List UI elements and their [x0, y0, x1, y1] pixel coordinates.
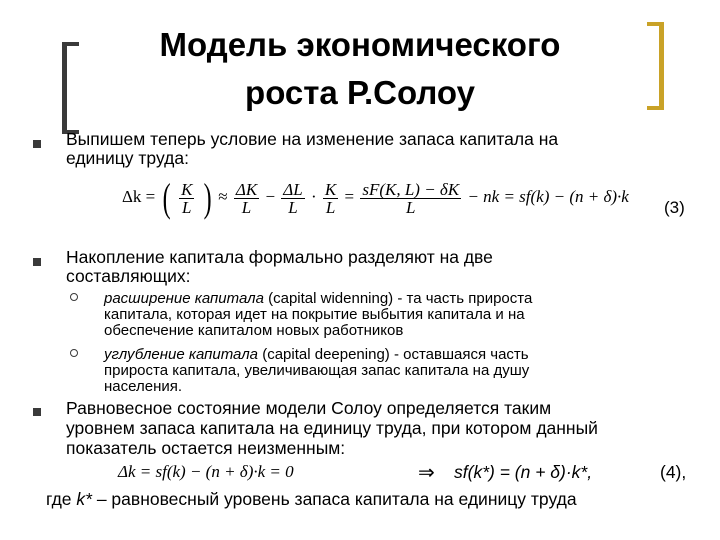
sub-bullet-marker — [70, 349, 78, 357]
eq3-eq: = — [344, 186, 355, 206]
eq3-frac-dl — [281, 181, 304, 216]
equation-4-lhs: Δk = sf(k) − (n + δ)·k = 0 — [118, 462, 294, 481]
subitem2-line2: прироста капитала, увеличивающая запас капитала на душу — [104, 362, 530, 379]
bullet3-text-line1: Равновесное состояние модели Солоу определяется таким — [66, 398, 552, 418]
bullet2-text-line1: Накопление капитала формально разделяют на две — [66, 247, 493, 267]
footer-prefix: где — [46, 489, 77, 509]
subitem2-line3: населения. — [104, 378, 183, 395]
eq3-frac-dl-num: ΔL — [283, 179, 303, 199]
page-title-line1: Модель экономического — [159, 26, 561, 63]
eq3-frac-sf-den: L — [406, 197, 416, 217]
equation-3-number: (3) — [664, 198, 685, 217]
eq3-frac-dk — [234, 181, 259, 216]
eq3-frac-sf — [360, 181, 461, 216]
eq3-frac-dl-den: L — [288, 197, 298, 217]
footer-note — [46, 490, 577, 509]
footer-rest: – равновесный уровень запаса капитала на единицу труда — [91, 489, 577, 509]
equation-3 — [122, 175, 629, 220]
bullet-marker — [33, 258, 41, 266]
eq3-frac-kl — [323, 181, 338, 216]
subitem1-line3: обеспечение капиталом новых работников — [104, 322, 404, 339]
eq3-minus: − — [265, 186, 276, 206]
page-title-line2: роста Р.Солоу — [245, 74, 475, 111]
subitem1-line2: капитала, которая идет на покрытие выбытия капитала и на — [104, 306, 525, 323]
eq3-frac-sf-num: sF(K, L) − δK — [362, 179, 460, 199]
subitem1-term: расширение капитала — [104, 290, 264, 307]
eq3-paren-open: ( — [162, 175, 171, 220]
eq3-approx: ≈ — [218, 186, 228, 206]
bullet-marker — [33, 140, 41, 148]
title-bracket-right — [647, 22, 664, 110]
eq3-frac-kl-den: L — [325, 197, 336, 217]
eq3-frac-dk-num: ΔK — [235, 179, 258, 199]
eq3-lhs: Δk = — [122, 186, 156, 206]
sub-bullet-marker — [70, 293, 78, 301]
eq3-frac-k-num: K — [181, 179, 193, 199]
subitem2-rest: (capital deepening) - оставшаяся часть — [258, 346, 529, 363]
bullet-marker — [33, 408, 41, 416]
equation-4-arrow: ⇒ — [418, 462, 435, 484]
eq3-frac-kl-num: K — [324, 179, 337, 199]
equation-4-rhs: sf(k*) = (n + δ)·k*, — [454, 462, 593, 482]
equation-4-number: (4), — [660, 462, 687, 482]
bullet3-text-line3: показатель остается неизменным: — [66, 438, 346, 458]
eq3-tail: − nk = sf(k) − (n + δ)·k — [467, 186, 629, 206]
bullet1-text-line1: Выпишем теперь условие на изменение запаса капитала на — [66, 129, 559, 149]
bullet1-text-line2: единицу труда: — [66, 148, 189, 168]
eq3-frac-k-den: L — [182, 197, 192, 217]
subitem2-term: углубление капитала — [104, 346, 259, 363]
subitem1-line1 — [104, 291, 532, 306]
subitem2-line1 — [104, 347, 529, 362]
title-bracket-left — [62, 42, 79, 134]
eq3-paren-close: ) — [203, 175, 212, 220]
eq3-frac-k — [179, 181, 194, 216]
bullet2-text-line2: составляющих: — [66, 266, 191, 286]
bullet3-text-line2: уровнем запаса капитала на единицу труда, при котором данный — [66, 418, 598, 438]
subitem1-rest: (capital widenning) - та часть прироста — [263, 290, 533, 307]
eq3-dot: · — [310, 186, 317, 206]
eq3-frac-dk-den: L — [241, 197, 252, 217]
footer-var: k* — [76, 489, 92, 509]
